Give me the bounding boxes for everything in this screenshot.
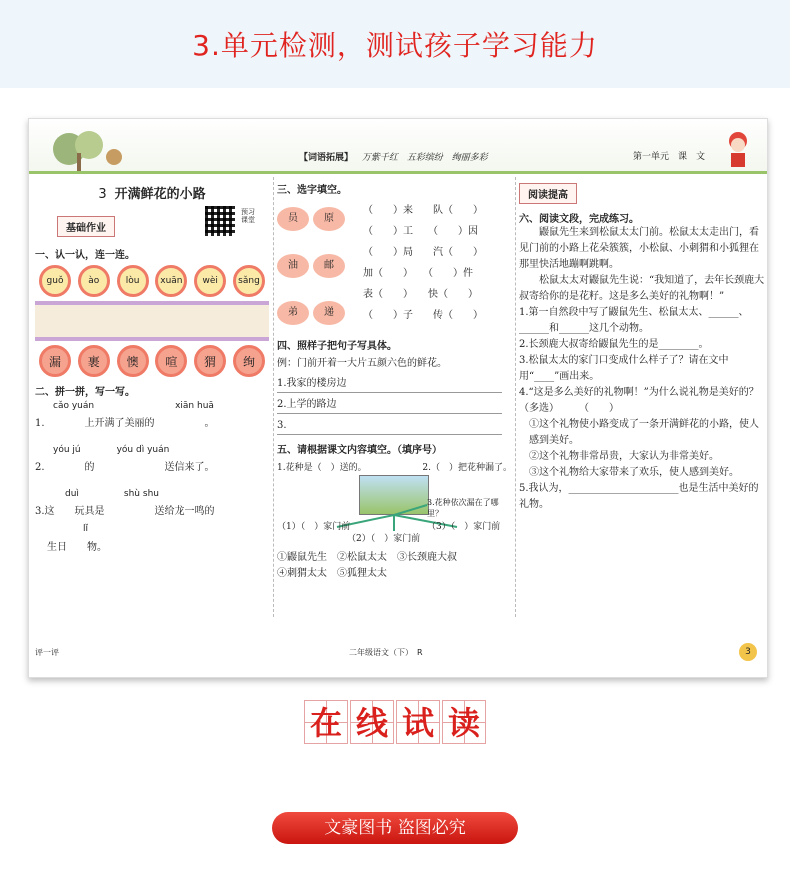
pinyin-flower: xuān — [155, 265, 187, 297]
column-reading — [519, 175, 765, 513]
book-label: 二年级语文（下） R — [349, 648, 423, 657]
grid-char: 读 — [442, 700, 486, 744]
pinyin-flower: wèi — [194, 265, 226, 297]
grid-char: 在 — [304, 700, 348, 744]
char-flower: 绚 — [233, 345, 265, 377]
char-flower: 漏 — [39, 345, 71, 377]
column-divider — [515, 177, 516, 617]
pinyin-flower: lòu — [117, 265, 149, 297]
unit-label: 第一单元 课 文 — [633, 152, 706, 162]
question-2: 二、拼一拼，写一写。 — [35, 387, 135, 398]
try-reading-heading — [0, 700, 790, 744]
writing-line: 生日 物。 — [47, 542, 107, 553]
question-5: 五、请根据课文内容填空。（填序号） — [277, 445, 442, 456]
mascot-icon — [723, 129, 753, 169]
reading-paragraph: 松鼠太太对鼹鼠先生说：“我知道了，去年长颈鹿大叔寄给你的是花籽。这是多么美好的礼物啊！” — [519, 275, 765, 302]
example-sentence: 例：门前开着一大片五颜六色的鲜花。 — [277, 358, 447, 369]
mind-map-item: 2.（ ）把花种漏了。 — [422, 463, 512, 473]
pinyin-line: cǎo yuán xiān huā — [53, 401, 214, 411]
column-basics — [35, 175, 269, 556]
vocab-word: 万紫千红 — [361, 153, 398, 163]
sentence-line: 2.上学的路边 — [277, 397, 502, 414]
reading-option: ②这个礼物非常昂贵，大家认为非常美好。 — [529, 451, 719, 462]
question-1: 一、认一认，连一连。 — [35, 250, 135, 261]
fill-blank-row: （ ）局 汽（ ） — [363, 247, 483, 258]
qr-label: 预习课堂 — [241, 208, 255, 224]
mind-map-item: 3.花种依次漏在了哪里？ — [427, 498, 499, 518]
reading-question: 4.“这是多么美好的礼物啊！”为什么说礼物是美好的？（多选） （ ） — [519, 387, 759, 414]
lesson-name: 开满鲜花的小路 — [114, 187, 206, 202]
column-divider — [273, 177, 274, 617]
fill-blank-row: 表（ ） 快（ ） — [363, 289, 478, 300]
reading-question: 1.第一自然段中写了鼹鼠先生、松鼠太太、______、______和______这几个动物。 — [519, 307, 749, 334]
vocab-word: 五彩缤纷 — [406, 153, 443, 163]
top-banner — [0, 0, 790, 88]
reading-option: ①这个礼物使小路变成了一条开满鲜花的小路，使人感到美好。 — [529, 419, 759, 446]
char-petal: 邮 — [313, 254, 345, 278]
question-3: 三、选字填空。 — [277, 185, 347, 196]
vocab-extension — [299, 150, 494, 163]
matching-board — [35, 301, 269, 341]
char-flower: 裹 — [78, 345, 110, 377]
char-flower: 猬 — [194, 345, 226, 377]
char-petal: 弟 — [277, 301, 309, 325]
reading-question: 2.长颈鹿大叔寄给鼹鼠先生的是________。 — [519, 339, 709, 350]
lesson-number: 3 — [98, 187, 107, 202]
pinyin-flower: ào — [78, 265, 110, 297]
reading-tag: 阅读提高 — [519, 183, 577, 204]
char-flower: 喧 — [155, 345, 187, 377]
writing-line: 3.这 玩具是 送给龙一鸣的 — [35, 506, 215, 517]
basic-homework-tag: 基础作业 — [57, 216, 115, 237]
column-exercises — [277, 175, 512, 582]
fill-blank-row: （ ）子 传（ ） — [363, 310, 483, 321]
mind-map-item: 1.花种是（ ）送的。 — [277, 463, 367, 473]
mind-map-item: （1）（ ）家门前 — [277, 522, 351, 532]
worksheet-page — [28, 118, 768, 678]
writing-line: 1. 上开满了美丽的 。 — [35, 418, 215, 429]
char-petal: 员 — [277, 207, 309, 231]
fill-blank-row: （ ）工 （ ）因 — [363, 226, 478, 237]
char-petal: 原 — [313, 207, 345, 231]
pinyin-flower: guǒ — [39, 265, 71, 297]
tree-illustration — [29, 119, 139, 173]
reading-question: 5.我认为，______________________也是生活中美好的礼物。 — [519, 483, 759, 510]
pinyin-line: duì shù shu — [65, 489, 159, 499]
mind-map-item: （3）（ ）家门前 — [427, 522, 501, 532]
writing-line: 2. 的 送信来了。 — [35, 462, 215, 473]
char-petal: 油 — [277, 254, 309, 278]
header-band — [29, 119, 767, 173]
header-divider — [29, 171, 767, 174]
char-petal: 递 — [313, 301, 345, 325]
banner-title: 3.单元检测，测试孩子学习能力 — [192, 29, 598, 62]
char-flowers — [39, 345, 265, 377]
sentence-line: 3. — [277, 418, 502, 435]
mind-map-item: （2）（ ）家门前 — [347, 534, 421, 544]
qr-code[interactable] — [205, 206, 235, 236]
question-6: 六、阅读文段，完成练习。 — [519, 214, 639, 225]
reading-paragraph: 鼹鼠先生来到松鼠太太门前。松鼠太太走出门，看见门前的小路上花朵簇簇，小松鼠、小刺猬和小狐狸在那里快活地蹦啊跳啊。 — [519, 227, 759, 270]
vocab-label: 【词语拓展】 — [299, 153, 354, 163]
copyright-button[interactable]: 文豪图书 盗图必究 — [272, 812, 518, 844]
pinyin-flower: sǎng — [233, 265, 265, 297]
grid-char: 试 — [396, 700, 440, 744]
rate-label: 评一评 — [35, 648, 59, 657]
char-flower: 懊 — [117, 345, 149, 377]
pinyin-line: lǐ — [83, 524, 89, 534]
fill-blank-row: 加（ ） （ ）件 — [363, 268, 473, 279]
fill-blank-row: （ ）来 队（ ） — [363, 205, 483, 216]
page-number: 3 — [739, 643, 757, 661]
mind-map — [277, 475, 512, 535]
page-footer — [29, 633, 767, 677]
sentence-line: 1.我家的楼房边 — [277, 376, 502, 393]
question-4: 四、照样子把句子写具体。 — [277, 341, 397, 352]
pinyin-flowers — [39, 265, 265, 297]
lesson-title — [35, 183, 269, 202]
answer-options: ④刺猬太太 ⑤狐狸太太 — [277, 568, 387, 579]
pinyin-line: yóu jú yóu dì yuán — [53, 445, 170, 455]
answer-options: ①鼹鼠先生 ②松鼠太太 ③长颈鹿大叔 — [277, 552, 457, 563]
reading-option: ③这个礼物给大家带来了欢乐，使人感到美好。 — [529, 467, 739, 478]
reading-question: 3.松鼠太太的家门口变成什么样子了？请在文中用“____”画出来。 — [519, 355, 729, 382]
vocab-word: 绚丽多彩 — [451, 153, 488, 163]
grid-char: 线 — [350, 700, 394, 744]
